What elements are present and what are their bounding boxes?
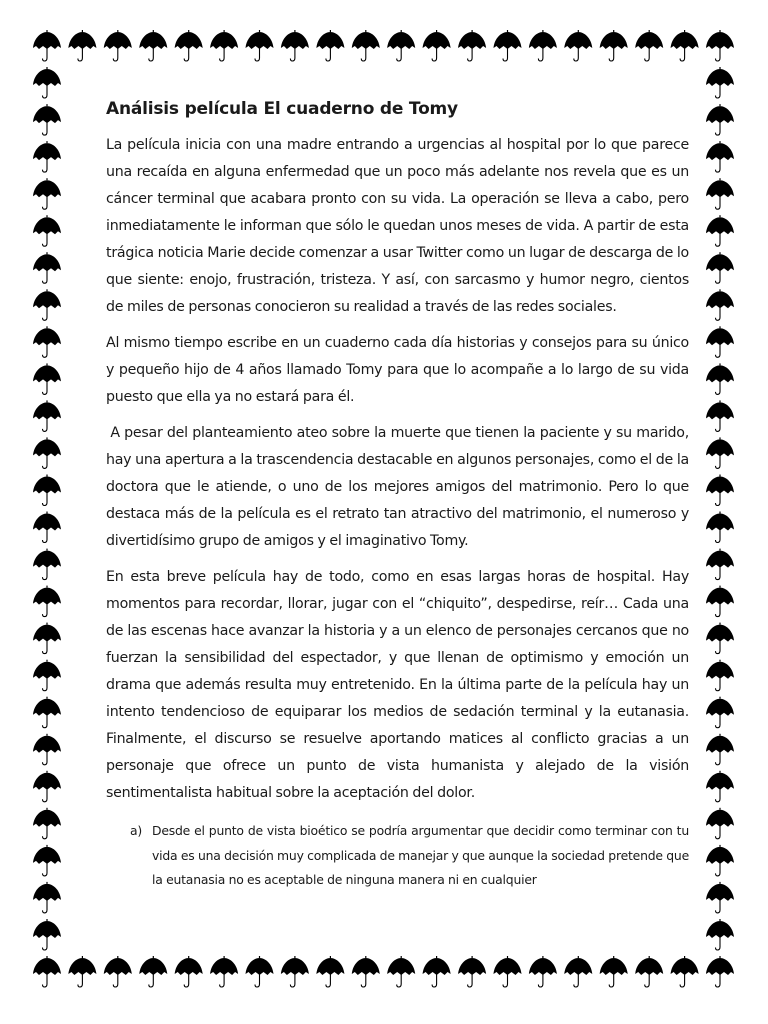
umbrella-icon <box>33 289 61 320</box>
paragraph-2: Al mismo tiempo escribe en un cuaderno cada día historias y consejos para su único y pequeño hijo de 4 años llamado Tomy para que lo acompañe a lo largo de su vida puesto que ella ya no estará para él. <box>106 335 689 405</box>
umbrella-icon <box>564 30 592 61</box>
paragraph-1: La película inicia con una madre entrando a urgencias al hospital por lo que parece una recaída en alguna enfermedad que un poco más adelante nos revela que es un cáncer terminal que acabara pronto con su vida. La operación se lleva a cabo, pero inmediatamente le informan que sólo le quedan unos meses de vida. A partir de esta trágica noticia Marie decide comenzar a usar Twitter como un lugar de descarga de lo que siente: enojo, frustración, tristeza. Y así, con sarcasmo y humor negro, cientos de miles de personas conocieron su realidad a través de las redes sociales. <box>106 137 689 315</box>
umbrella-icon <box>706 623 734 654</box>
umbrella-icon <box>281 956 309 987</box>
umbrella-icon <box>671 30 699 61</box>
umbrella-icon <box>706 956 734 987</box>
umbrella-icon <box>68 30 96 61</box>
umbrella-icon <box>706 67 734 98</box>
umbrella-icon <box>139 956 167 987</box>
umbrella-icon <box>33 734 61 765</box>
umbrella-icon <box>33 919 61 950</box>
umbrella-icon <box>529 956 557 987</box>
umbrella-icon <box>210 30 238 61</box>
umbrella-icon <box>706 808 734 839</box>
umbrella-icon <box>671 956 699 987</box>
umbrella-icon <box>706 660 734 691</box>
umbrella-icon <box>33 363 61 394</box>
umbrella-icon <box>316 30 344 61</box>
umbrella-icon <box>706 289 734 320</box>
umbrella-icon <box>33 215 61 246</box>
umbrella-icon <box>706 734 734 765</box>
umbrella-icon <box>706 363 734 394</box>
umbrella-icon <box>210 956 238 987</box>
umbrella-icon <box>33 586 61 617</box>
umbrella-icon <box>706 697 734 728</box>
umbrella-icon <box>175 30 203 61</box>
umbrella-icon <box>33 67 61 98</box>
umbrella-icon <box>706 400 734 431</box>
umbrella-icon <box>104 956 132 987</box>
umbrella-icon <box>706 178 734 209</box>
umbrella-icon <box>706 512 734 543</box>
umbrella-icon <box>423 30 451 61</box>
umbrella-icon <box>706 215 734 246</box>
umbrella-icon <box>706 549 734 580</box>
umbrella-icon <box>246 30 274 61</box>
umbrella-icon <box>706 882 734 913</box>
umbrella-icon <box>706 437 734 468</box>
umbrella-icon <box>33 400 61 431</box>
umbrella-icon <box>706 771 734 802</box>
umbrella-icon <box>175 956 203 987</box>
umbrella-icon <box>33 326 61 357</box>
umbrella-icon <box>529 30 557 61</box>
umbrella-icon <box>104 30 132 61</box>
umbrella-icon <box>316 956 344 987</box>
umbrella-icon <box>246 956 274 987</box>
umbrella-icon <box>33 30 61 61</box>
umbrella-icon <box>706 141 734 172</box>
umbrella-icon <box>33 141 61 172</box>
umbrella-icon <box>600 30 628 61</box>
umbrella-icon <box>139 30 167 61</box>
umbrella-icon <box>706 475 734 506</box>
umbrella-icon <box>33 178 61 209</box>
umbrella-icon <box>33 771 61 802</box>
umbrella-icon <box>387 30 415 61</box>
umbrella-icon <box>706 845 734 876</box>
paragraph-4: En esta breve película hay de todo, como en esas largas horas de hospital. Hay momentos para recordar, llorar, jugar con el “chiquito”, despedirse, reír… Cada una de las escenas hace avanzar la historia y a un elenco de personajes cercanos que no fuerzan la sensibilidad del espectador, y que llenan de optimismo y emoción un drama que además resulta muy entretenido. En la última parte de la película hay un intento tendencioso de equiparar los medios de sedación terminal y la eutanasia. Finalmente, el discurso se resuelve aportando matices al conflicto gracias a un personaje que ofrece un punto de vista humanista y alejado de la visión sentimentalista habitual sobre la aceptación del dolor. <box>106 569 689 801</box>
umbrella-icon <box>494 956 522 987</box>
umbrella-icon <box>33 437 61 468</box>
list-item <box>106 819 689 893</box>
umbrella-icon <box>564 956 592 987</box>
umbrella-icon <box>706 586 734 617</box>
umbrella-icon <box>387 956 415 987</box>
umbrella-icon <box>706 919 734 950</box>
list-item-text: Desde el punto de vista bioético se podría argumentar que decidir como terminar con tu vida es una decisión muy complicada de manejar y que aunque la sociedad pretende que la eutanasia no es aceptable de ninguna manera ni en cualquier <box>152 823 689 887</box>
umbrella-icon <box>33 660 61 691</box>
umbrella-icon <box>494 30 522 61</box>
umbrella-icon <box>33 845 61 876</box>
umbrella-icon <box>458 30 486 61</box>
umbrella-icon <box>33 808 61 839</box>
umbrella-icon <box>33 956 61 987</box>
umbrella-icon <box>352 30 380 61</box>
umbrella-icon <box>68 956 96 987</box>
list-marker: a) <box>130 823 143 838</box>
umbrella-icon <box>33 697 61 728</box>
umbrella-icon <box>423 956 451 987</box>
umbrella-icon <box>706 30 734 61</box>
document-body <box>106 96 693 893</box>
umbrella-icon <box>635 30 663 61</box>
umbrella-icon <box>706 326 734 357</box>
umbrella-icon <box>352 956 380 987</box>
umbrella-icon <box>33 252 61 283</box>
umbrella-icon <box>458 956 486 987</box>
umbrella-icon <box>33 882 61 913</box>
umbrella-icon <box>281 30 309 61</box>
umbrella-icon <box>33 512 61 543</box>
umbrella-icon <box>33 623 61 654</box>
umbrella-icon <box>706 252 734 283</box>
umbrella-icon <box>33 475 61 506</box>
umbrella-icon <box>600 956 628 987</box>
umbrella-icon <box>635 956 663 987</box>
umbrella-icon <box>33 104 61 135</box>
umbrella-icon <box>706 104 734 135</box>
document-title: Análisis película El cuaderno de Tomy <box>106 99 458 119</box>
paragraph-3: A pesar del planteamiento ateo sobre la muerte que tienen la paciente y su marido, hay una apertura a la trascendencia destacable en algunos personajes, como el de la doctora que le atiende, o uno de los mejores amigos del matrimonio. Pero lo que destaca más de la película es el retrato tan atractivo del matrimonio, el numeroso y divertidísimo grupo de amigos y el imaginativo Tomy. <box>106 425 693 549</box>
question-list <box>106 819 689 893</box>
umbrella-icon <box>33 549 61 580</box>
